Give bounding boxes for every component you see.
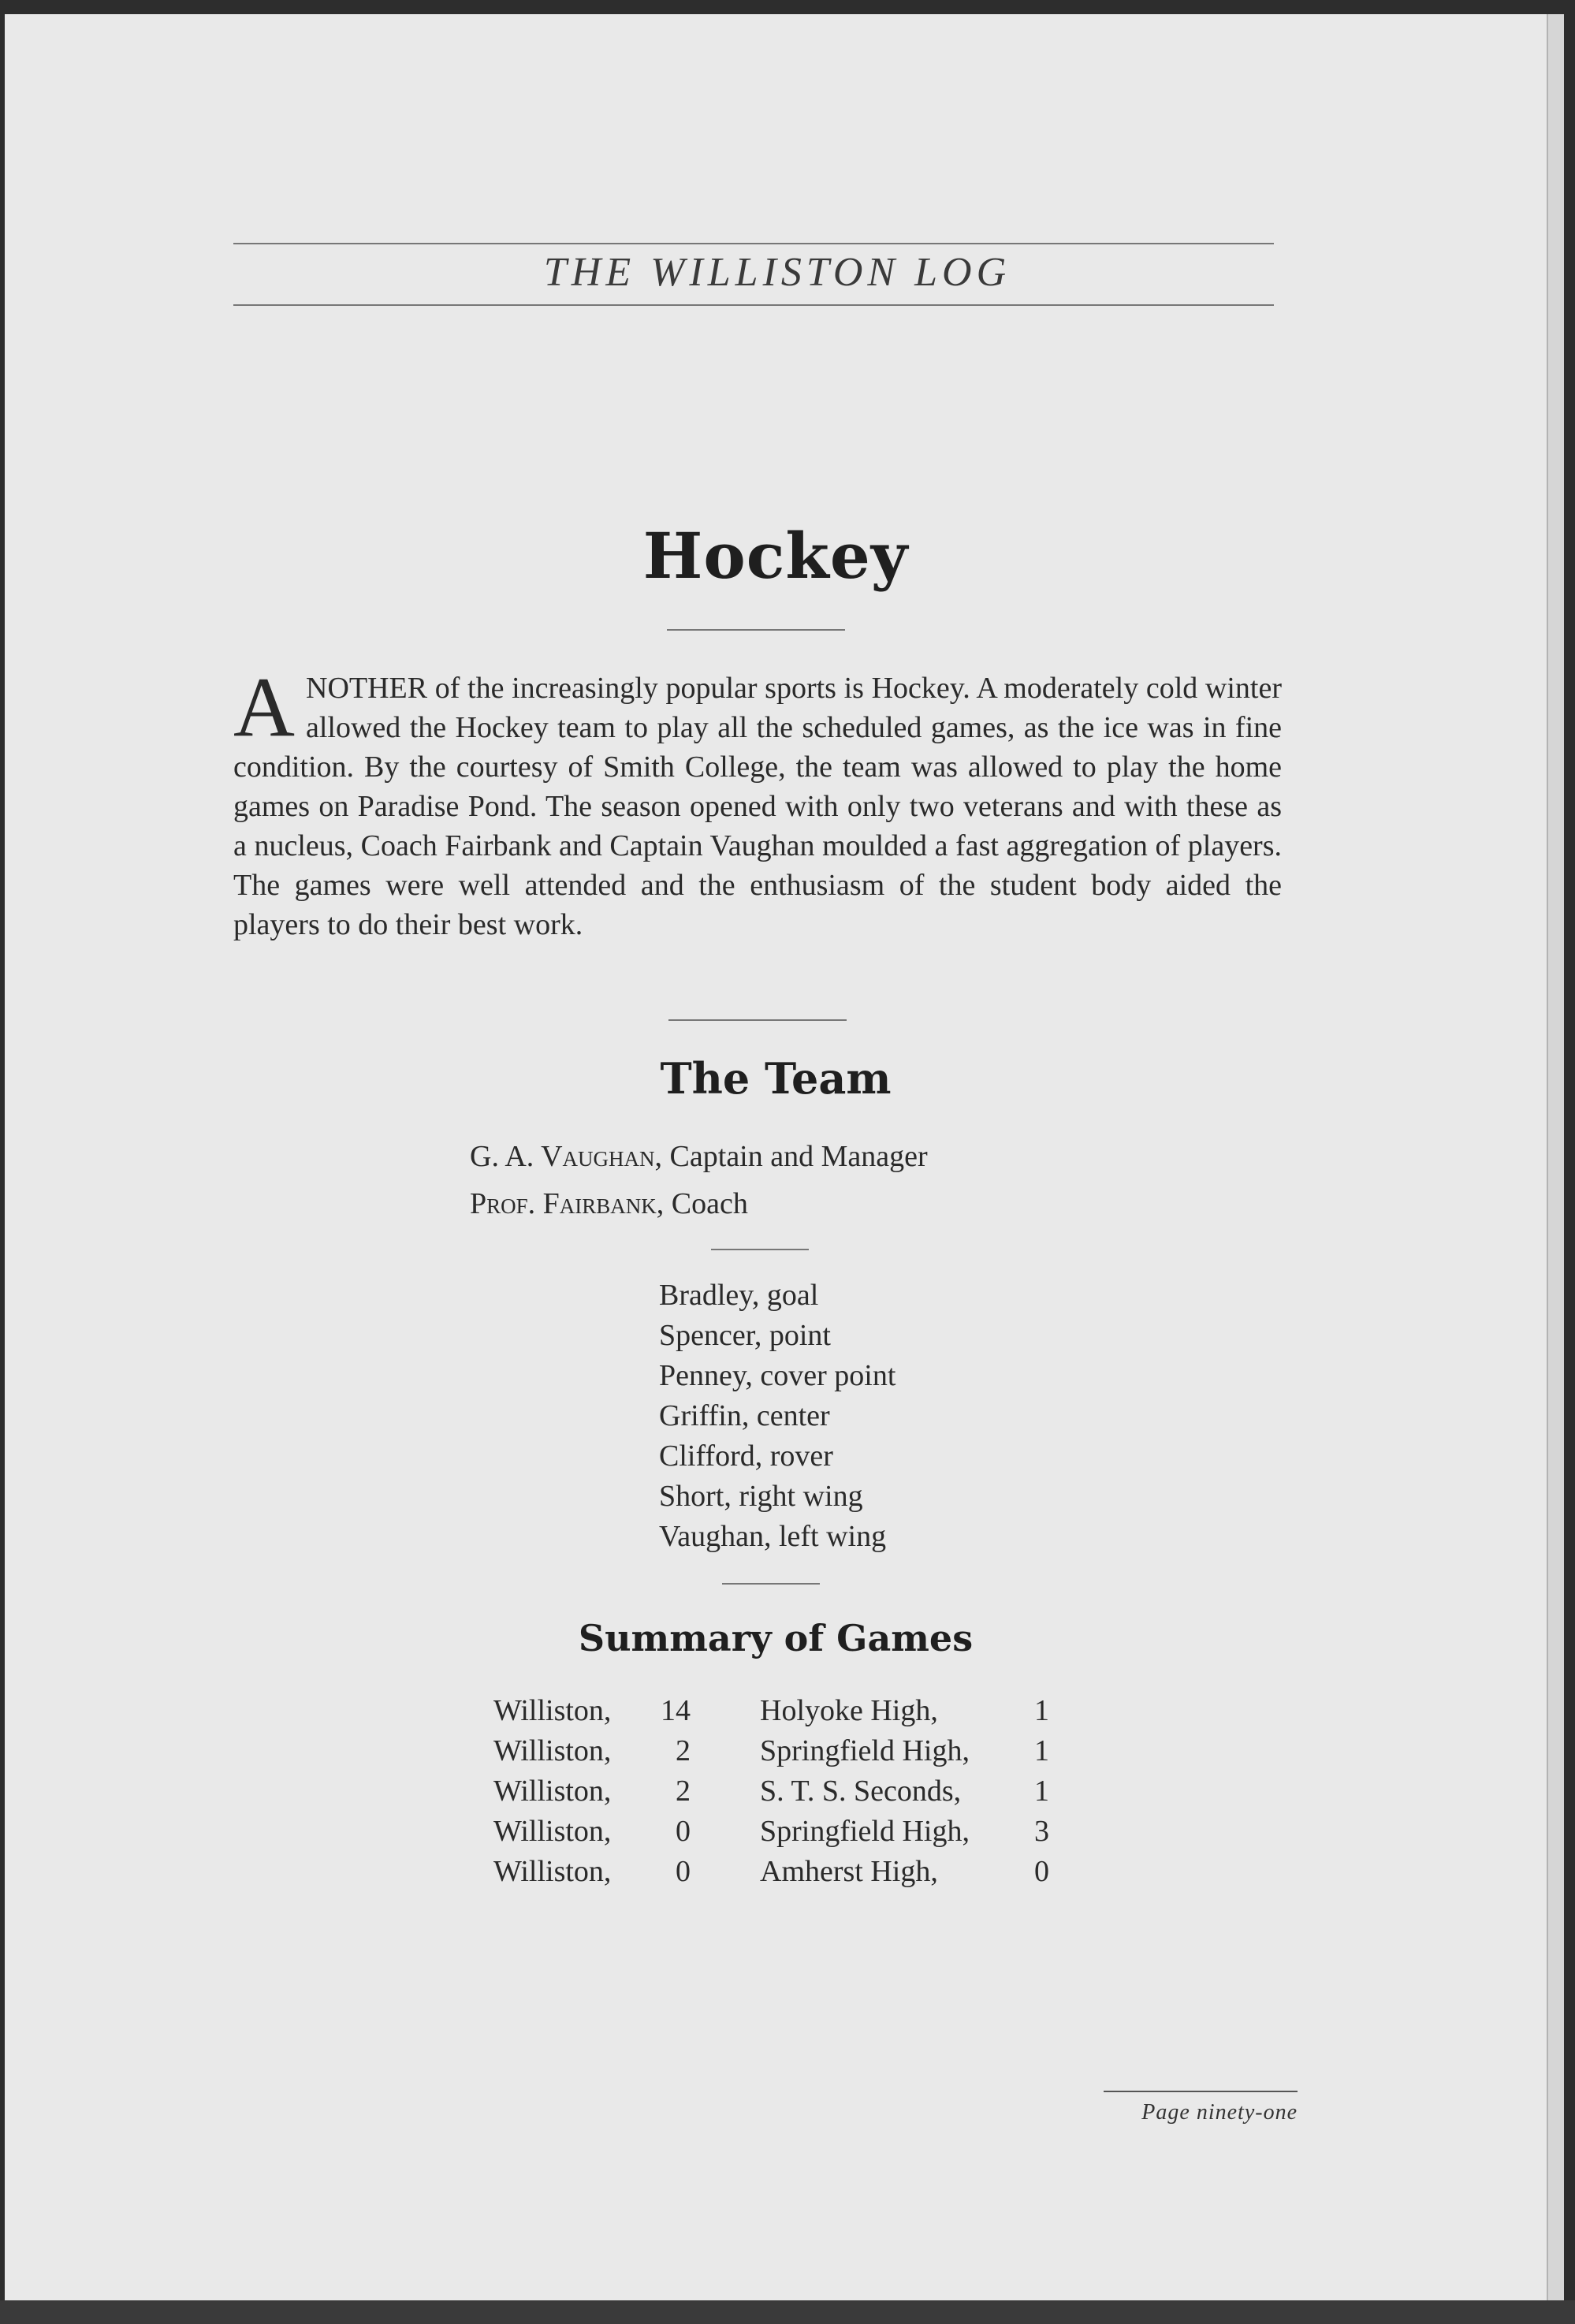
- page-number: Page ninety-one: [1141, 2100, 1298, 2125]
- intro-paragraph: [233, 661, 1282, 944]
- player-entry: Penney, cover point: [659, 1359, 896, 1392]
- team-name: Williston,: [493, 1694, 612, 1727]
- opponent-score: 0: [1034, 1855, 1049, 1888]
- opponent-score: 1: [1034, 1734, 1049, 1767]
- running-head: THE WILLISTON LOG: [543, 250, 1011, 295]
- article-title: Hockey: [642, 519, 909, 593]
- opponent-name: Springfield High,: [760, 1734, 970, 1767]
- document-page: [5, 14, 1547, 2300]
- team-name: Williston,: [493, 1775, 612, 1808]
- team-score: 0: [676, 1815, 691, 1848]
- player-entry: Vaughan, left wing: [659, 1520, 887, 1553]
- title-divider: [667, 629, 845, 631]
- team-score: 14: [661, 1694, 691, 1727]
- page-edge: [1547, 14, 1564, 2300]
- team-score: 2: [676, 1734, 691, 1767]
- player-entry: Clifford, rover: [659, 1439, 833, 1473]
- players-divider: [722, 1583, 820, 1585]
- header-rule-bottom: [233, 304, 1274, 306]
- opponent-name: Amherst High,: [760, 1855, 938, 1888]
- opponent-score: 1: [1034, 1775, 1049, 1808]
- team-score: 2: [676, 1775, 691, 1808]
- drop-cap: A: [233, 661, 295, 754]
- footer-rule: [1104, 2091, 1298, 2092]
- player-entry: Spencer, point: [659, 1319, 831, 1352]
- team-name: Williston,: [493, 1815, 612, 1848]
- opponent-name: S. T. S. Seconds,: [760, 1775, 962, 1808]
- opponent-name: Holyoke High,: [760, 1694, 938, 1727]
- officer-role: , Captain and Manager: [654, 1140, 928, 1173]
- opponent-score: 1: [1034, 1694, 1049, 1727]
- summary-heading: Summary of Games: [578, 1617, 974, 1659]
- scan-border: [0, 2300, 1575, 2324]
- players-list: [659, 1276, 895, 1557]
- opponent-score: 3: [1034, 1815, 1049, 1848]
- team-score: 0: [676, 1855, 691, 1888]
- team-name: Williston,: [493, 1855, 612, 1888]
- player-entry: Short, right wing: [659, 1480, 863, 1513]
- player-entry: Griffin, center: [659, 1399, 830, 1432]
- intro-text: of the increasingly popular sports is Hockey. A moderately cold winter allowed the Hockey team to play all the scheduled games, as the ice was in fine condition. By the courtesy of Smith College, the team was allowed to play the home games on Paradise Pond. The season opened with only two veterans and with these as a nucleus, Coach Fairbank and Captain Vaughan moulded a fast aggregation of players. The games were well attended and the enthusiasm of the student body aided the players to do their best work.: [233, 672, 1282, 941]
- officer-name: G. A. Vaughan: [470, 1140, 655, 1173]
- team-divider: [711, 1249, 809, 1250]
- team-name: Williston,: [493, 1734, 612, 1767]
- officer-captain: [470, 1139, 928, 1174]
- officer-role: , Coach: [656, 1187, 748, 1220]
- team-heading: The Team: [660, 1053, 892, 1104]
- header-rule-top: [233, 243, 1274, 244]
- section-divider: [668, 1019, 847, 1021]
- opponent-name: Springfield High,: [760, 1815, 970, 1848]
- officer-coach: [470, 1186, 748, 1221]
- lead-word: NOTHER: [306, 672, 428, 705]
- officer-name: Prof. Fairbank: [470, 1187, 657, 1220]
- player-entry: Bradley, goal: [659, 1279, 819, 1312]
